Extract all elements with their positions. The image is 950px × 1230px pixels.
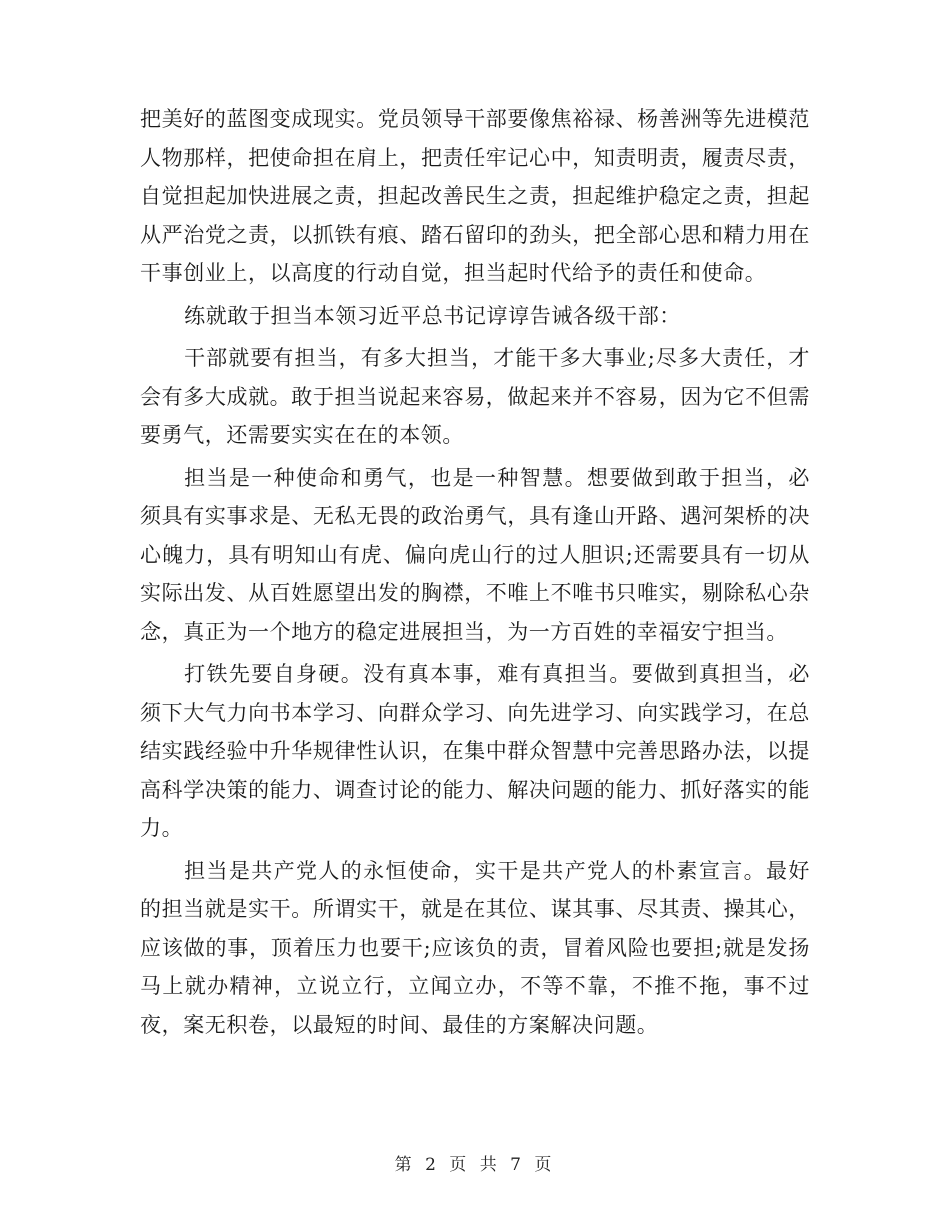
paragraph: 打铁先要自身硬。没有真本事，难有真担当。要做到真担当，必须下大气力向书本学习、向群众学习、向先进学习、向实践学习，在总结实践经验中升华规律性认识，在集中群众智慧中完善思路办法，以提高科学决策的能力、调查讨论的能力、解决问题的能力、抓好落实的能力。 (140, 662, 810, 840)
paragraph: 担当是一种使命和勇气，也是一种智慧。想要做到敢于担当，必须具有实事求是、无私无畏的政治勇气，具有逢山开路、遇河架桥的决心魄力，具有明知山有虎、偏向虎山行的过人胆识;还需要具有一切从实际出发、从百姓愿望出发的胸襟，不唯上不唯书只唯实，剔除私心杂念，真正为一个地方的稳定进展担当，为一方百姓的幸福安宁担当。 (140, 465, 810, 644)
body-text (140, 100, 810, 1048)
paragraph: 干部就要有担当，有多大担当，才能干多大事业;尽多大责任，才会有多大成就。敢于担当说起来容易，做起来并不容易，因为它不但需要勇气，还需要实实在在的本领。 (140, 346, 810, 447)
paragraph-continued: 把美好的蓝图变成现实。党员领导干部要像焦裕禄、杨善洲等先进模范人物那样，把使命担在肩上，把责任牢记心中，知责明责，履责尽责，自觉担起加快进展之责，担起改善民生之责，担起维护稳定之责，担起从严治党之责，以抓铁有痕、踏石留印的劲头，把全部心思和精力用在干事创业上，以高度的行动自觉，担当起时代给予的责任和使命。 (140, 107, 810, 285)
paragraph: 担当是共产党人的永恒使命，实干是共产党人的朴素宣言。最好的担当就是实干。所谓实干，就是在其位、谋其事、尽其责、操其心，应该做的事，顶着压力也要干;应该负的责，冒着风险也要担;就是发扬马上就办精神，立说立行，立闻立办，不等不靠，不推不拖，事不过夜，案无积卷，以最短的时间、最佳的方案解决问题。 (140, 858, 810, 1037)
paragraph-heading: 练就敢于担当本领习近平总书记谆谆告诫各级干部： (184, 303, 681, 328)
page-footer: 第 2 页 共 7 页 (394, 1155, 556, 1175)
